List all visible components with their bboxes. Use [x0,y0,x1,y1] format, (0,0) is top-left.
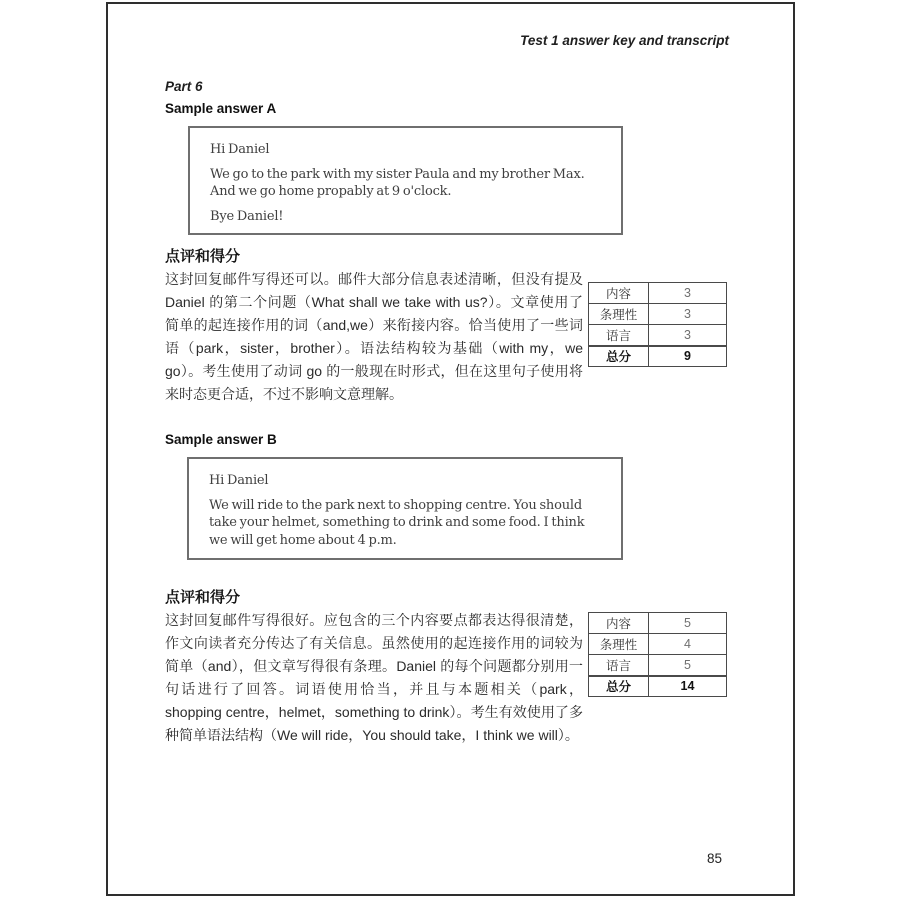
score-value-total: 9 [649,346,727,367]
letter-a-body: We go to the park with my sister Paula and my brother Max. And we go home propably at 9 o'clock. [210,166,585,199]
sample-answer-a-box [188,126,623,235]
page-number: 85 [706,851,722,866]
comment-a-paragraph: 这封回复邮件写得还可以。邮件大部分信息表述清晰，但没有提及 Daniel 的第二个问题（What shall we take with us?）。文章使用了简单的起连接作用的词（and,we）来衔接内容。恰当使用了一些词语（park，sister，brother）。语法结构较为基础（with my，we go）。考生使用了动词 go 的一般现在时形式，但在这里句子使用将来时态更合适，不过不影响文意理解。 [165,271,583,402]
score-label-language: 语言 [589,655,649,676]
score-label-organization: 条理性 [589,634,649,655]
score-row [589,655,727,676]
sample-answer-b-heading: Sample answer B [165,432,277,447]
score-value-language: 3 [649,325,727,346]
score-table-b [588,612,727,697]
score-label-content: 内容 [589,283,649,304]
score-value-content: 5 [649,613,727,634]
book-page [106,2,795,896]
score-value-organization: 3 [649,304,727,325]
comment-b-heading: 点评和得分 [165,589,241,606]
letter-a-salutation: Hi Daniel [210,142,270,157]
score-value-organization: 4 [649,634,727,655]
score-row [589,634,727,655]
score-label-total: 总分 [589,676,649,697]
letter-b-body: We will ride to the park next to shopping centre. You should take your helmet, something to drink and some food. I think we will get home about 4 p.m. [209,497,585,548]
score-value-content: 3 [649,283,727,304]
score-label-total: 总分 [589,346,649,367]
part-label: Part 6 [165,79,203,94]
comment-b-paragraph: 这封回复邮件写得很好。应包含的三个内容要点都表达得很清楚，作文向读者充分传达了有关信息。虽然使用的起连接作用的词较为简单（and），但文章写得很有条理。Daniel 的每个问题都分别用一句话进行了回答。词语使用恰当，并且与本题相关（park，shopping centre，helmet，something to drink）。考生有效使用了多种简单语法结构（We will ride，You should take，I think we will）。 [165,612,583,743]
score-row [589,325,727,346]
letter-a-closing: Bye Daniel! [210,208,284,224]
score-row [589,304,727,325]
score-value-language: 5 [649,655,727,676]
score-label-organization: 条理性 [589,304,649,325]
sample-answer-a-heading: Sample answer A [165,101,277,116]
comment-a-heading: 点评和得分 [165,248,241,265]
sample-answer-b-box [187,457,623,560]
score-row [589,613,727,634]
running-header: Test 1 answer key and transcript [520,33,729,48]
score-table-a [588,282,727,367]
score-row-total [589,346,727,367]
score-row-total [589,676,727,697]
score-label-language: 语言 [589,325,649,346]
score-label-content: 内容 [589,613,649,634]
score-value-total: 14 [649,676,727,697]
score-row [589,283,727,304]
letter-b-salutation: Hi Daniel [209,473,269,488]
